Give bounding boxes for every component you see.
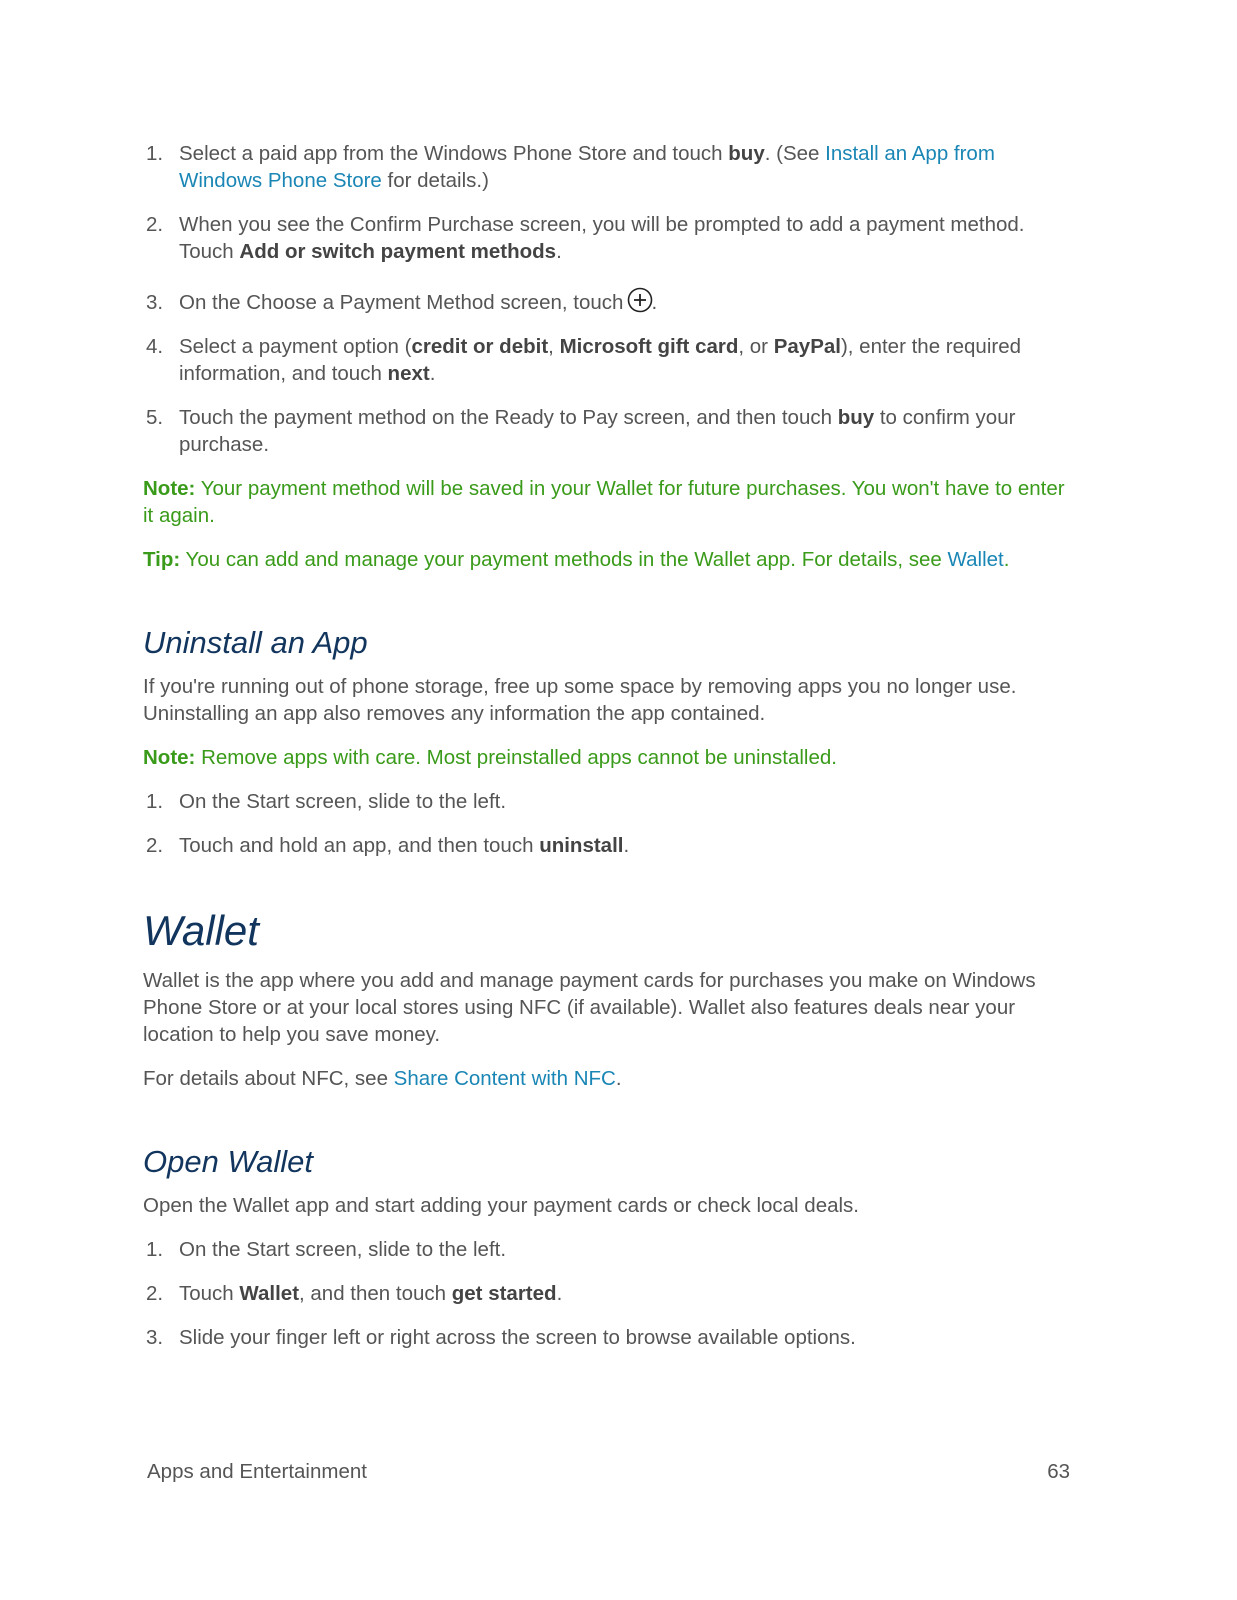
list-item: 5. Touch the payment method on the Ready to Pay screen, and then touch buy to confirm your purchase.	[146, 406, 1016, 456]
step-number: 3.	[146, 1326, 164, 1349]
step-number: 2.	[146, 1282, 164, 1305]
section-heading-open-wallet: Open Wallet	[143, 1144, 314, 1179]
wallet-link[interactable]: Wallet	[947, 548, 1004, 571]
uninstall-body: If you're running out of phone storage, free up some space by removing apps you no longer use. Uninstalling an app also removes any information the app contained.	[143, 675, 1017, 725]
list-item: 2. Touch and hold an app, and then touch uninstall.	[146, 834, 630, 857]
list-item: 4. Select a payment option (credit or debit, Microsoft gift card, or PayPal), enter the required information, and touch next.	[146, 335, 1022, 385]
list-item: 3. Slide your finger left or right across the screen to browse available options.	[146, 1326, 856, 1349]
tip-paragraph: Tip: You can add and manage your payment methods in the Wallet app. For details, see Wallet.	[143, 548, 1010, 571]
plus-circle-icon	[627, 293, 649, 315]
step-number: 5.	[146, 406, 164, 429]
wallet-body: Wallet is the app where you add and manage payment cards for purchases you make on Windows Phone Store or at your local stores using NFC (if available). Wallet also features deals near your location to help you save money.	[143, 969, 1036, 1046]
list-item: 1. On the Start screen, slide to the left.	[146, 1238, 507, 1261]
note-paragraph: Note: Your payment method will be saved in your Wallet for future purchases. You won't have to enter it again.	[143, 477, 1065, 527]
step-number: 2.	[146, 834, 164, 857]
step-number: 1.	[146, 142, 164, 165]
open-wallet-body: Open the Wallet app and start adding your payment cards or check local deals.	[143, 1194, 859, 1217]
step-number: 2.	[146, 213, 164, 236]
purchase-steps-list	[143, 140, 1078, 458]
step-number: 3.	[146, 291, 164, 314]
list-item: 2. Touch Wallet, and then touch get started.	[146, 1282, 563, 1305]
page-content	[143, 140, 1078, 1368]
list-item: 3. On the Choose a Payment Method screen, touch .	[143, 289, 1078, 316]
list-item: 1. On the Start screen, slide to the left.	[146, 790, 507, 813]
step-number: 4.	[146, 335, 164, 358]
install-app-link[interactable]: Install an App from Windows Phone Store	[179, 142, 995, 192]
note-paragraph: Note: Remove apps with care. Most preinstalled apps cannot be uninstalled.	[143, 746, 837, 769]
page-number: 63	[1047, 1460, 1070, 1483]
open-wallet-steps-list	[143, 1236, 1078, 1351]
share-content-nfc-link[interactable]: Share Content with NFC	[393, 1067, 616, 1090]
chapter-heading-wallet: Wallet	[143, 907, 259, 954]
step-number: 1.	[146, 790, 164, 813]
uninstall-steps-list	[143, 788, 1078, 859]
list-item: 2. When you see the Confirm Purchase screen, you will be prompted to add a payment method. Touch Add or switch payment methods.	[146, 213, 1025, 263]
nfc-paragraph: For details about NFC, see Share Content with NFC.	[143, 1067, 622, 1090]
footer-section-title: Apps and Entertainment	[147, 1460, 367, 1483]
section-heading-uninstall: Uninstall an App	[143, 625, 368, 660]
list-item: 1. Select a paid app from the Windows Phone Store and touch buy. (See Install an App from Windows Phone Store for details.)	[146, 142, 995, 192]
step-number: 1.	[146, 1238, 164, 1261]
